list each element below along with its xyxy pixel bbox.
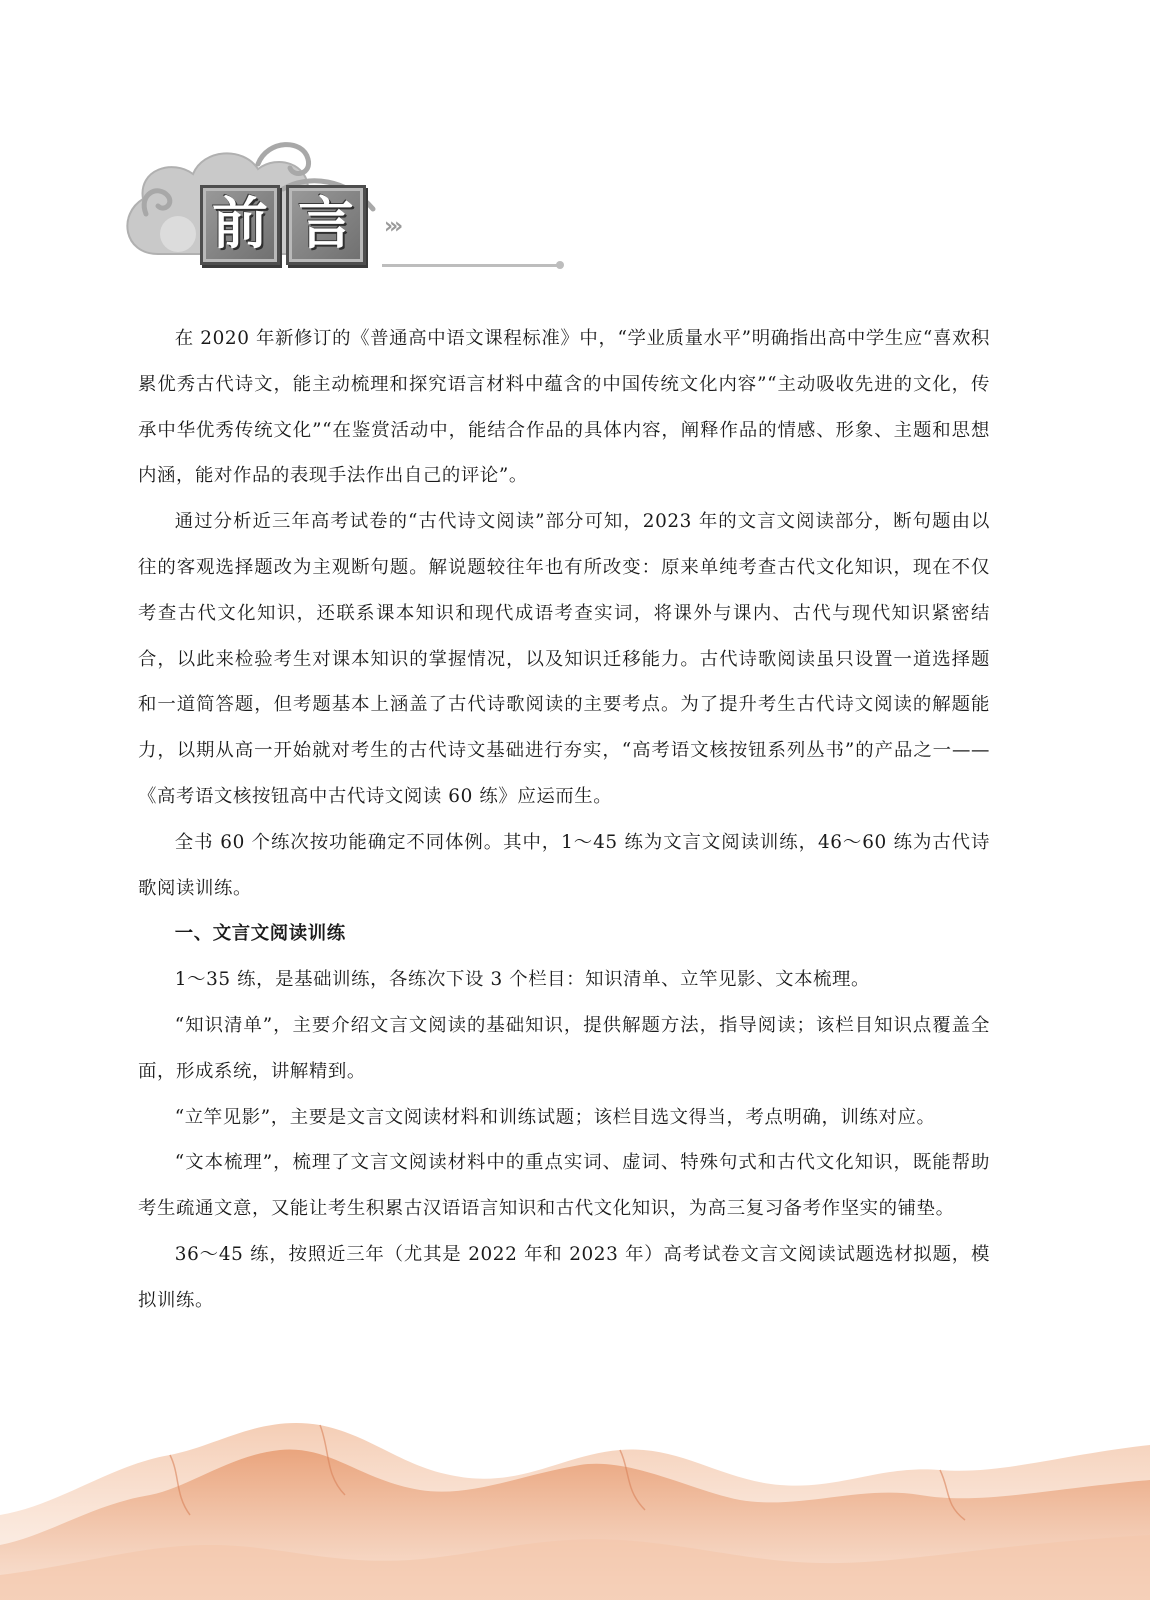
paragraph-analysis: 通过分析近三年高考试卷的“古代诗文阅读”部分可知，2023 年的文言文阅读部分，断句题由以往的客观选择题改为主观断句题。解说题较往年也有所改变：原来单纯考查古代文化知识，现在不仅考查古代文化知识，还联系课本知识和现代成语考查实词，将课外与课内、古代与现代知识紧密结合，以此来检验考生对课本知识的掌握情况，以及知识迁移能力。古代诗歌阅读虽只设置一道选择题和一道简答题，但考题基本上涵盖了古代诗歌阅读的主要考点。为了提升考生古代诗文阅读的解题能力，以期从高一开始就对考生的古代诗文基础进行夯实，“高考语文核按钮系列丛书”的产品之一——《高考语文核按钮高中古代诗文阅读 60 练》应运而生。 (138, 511, 990, 807)
paragraph-structure: 全书 60 个练次按功能确定不同体例。其中，1～45 练为文言文阅读训练，46～60 练为古代诗歌阅读训练。 (138, 831, 990, 899)
section-paragraph-3: “立竿见影”，主要是文言文阅读材料和训练试题；该栏目选文得当，考点明确，训练对应。 (174, 1106, 936, 1128)
section-paragraph-4: “文本梳理”，梳理了文言文阅读材料中的重点实词、虚词、特殊句式和古代文化知识，既能帮助考生疏通文意，又能让考生积累古汉语语言知识和古代文化知识，为高三复习备考作坚实的铺垫。 (138, 1152, 990, 1220)
preface-body (138, 316, 990, 1324)
section-paragraph-5: 36～45 练，按照近三年（尤其是 2022 年和 2023 年）高考试卷文言文阅读试题选材拟题，模拟训练。 (138, 1243, 990, 1311)
section-paragraph-1: 1～35 练，是基础训练，各练次下设 3 个栏目：知识清单、立竿见影、文本梳理。 (174, 969, 871, 991)
paragraph-intro: 在 2020 年新修订的《普通高中语文课程标准》中，“学业质量水平”明确指出高中学生应“喜欢积累优秀古代诗文，能主动梳理和探究语言材料中蕴含的中国传统文化内容”“主动吸收先进的文化，传承中华优秀传统文化”“在鉴赏活动中，能结合作品的具体内容，阐释作品的情感、形象、主题和思想内涵，能对作品的表现手法作出自己的评论”。 (138, 328, 990, 487)
title-divider-dot (556, 261, 564, 269)
title-char-1: 前 (200, 185, 280, 265)
mountain-landscape-icon (0, 1395, 1150, 1600)
title-char-2: 言 (286, 185, 366, 265)
section-heading: 一、文言文阅读训练 (174, 923, 346, 945)
page-title (200, 185, 366, 265)
chevrons-right-icon: ››› (384, 214, 400, 239)
section-paragraph-2: “知识清单”，主要介绍文言文阅读的基础知识，提供解题方法，指导阅读；该栏目知识点覆盖全面，形成系统，讲解精到。 (138, 1014, 990, 1082)
title-divider (382, 264, 558, 267)
